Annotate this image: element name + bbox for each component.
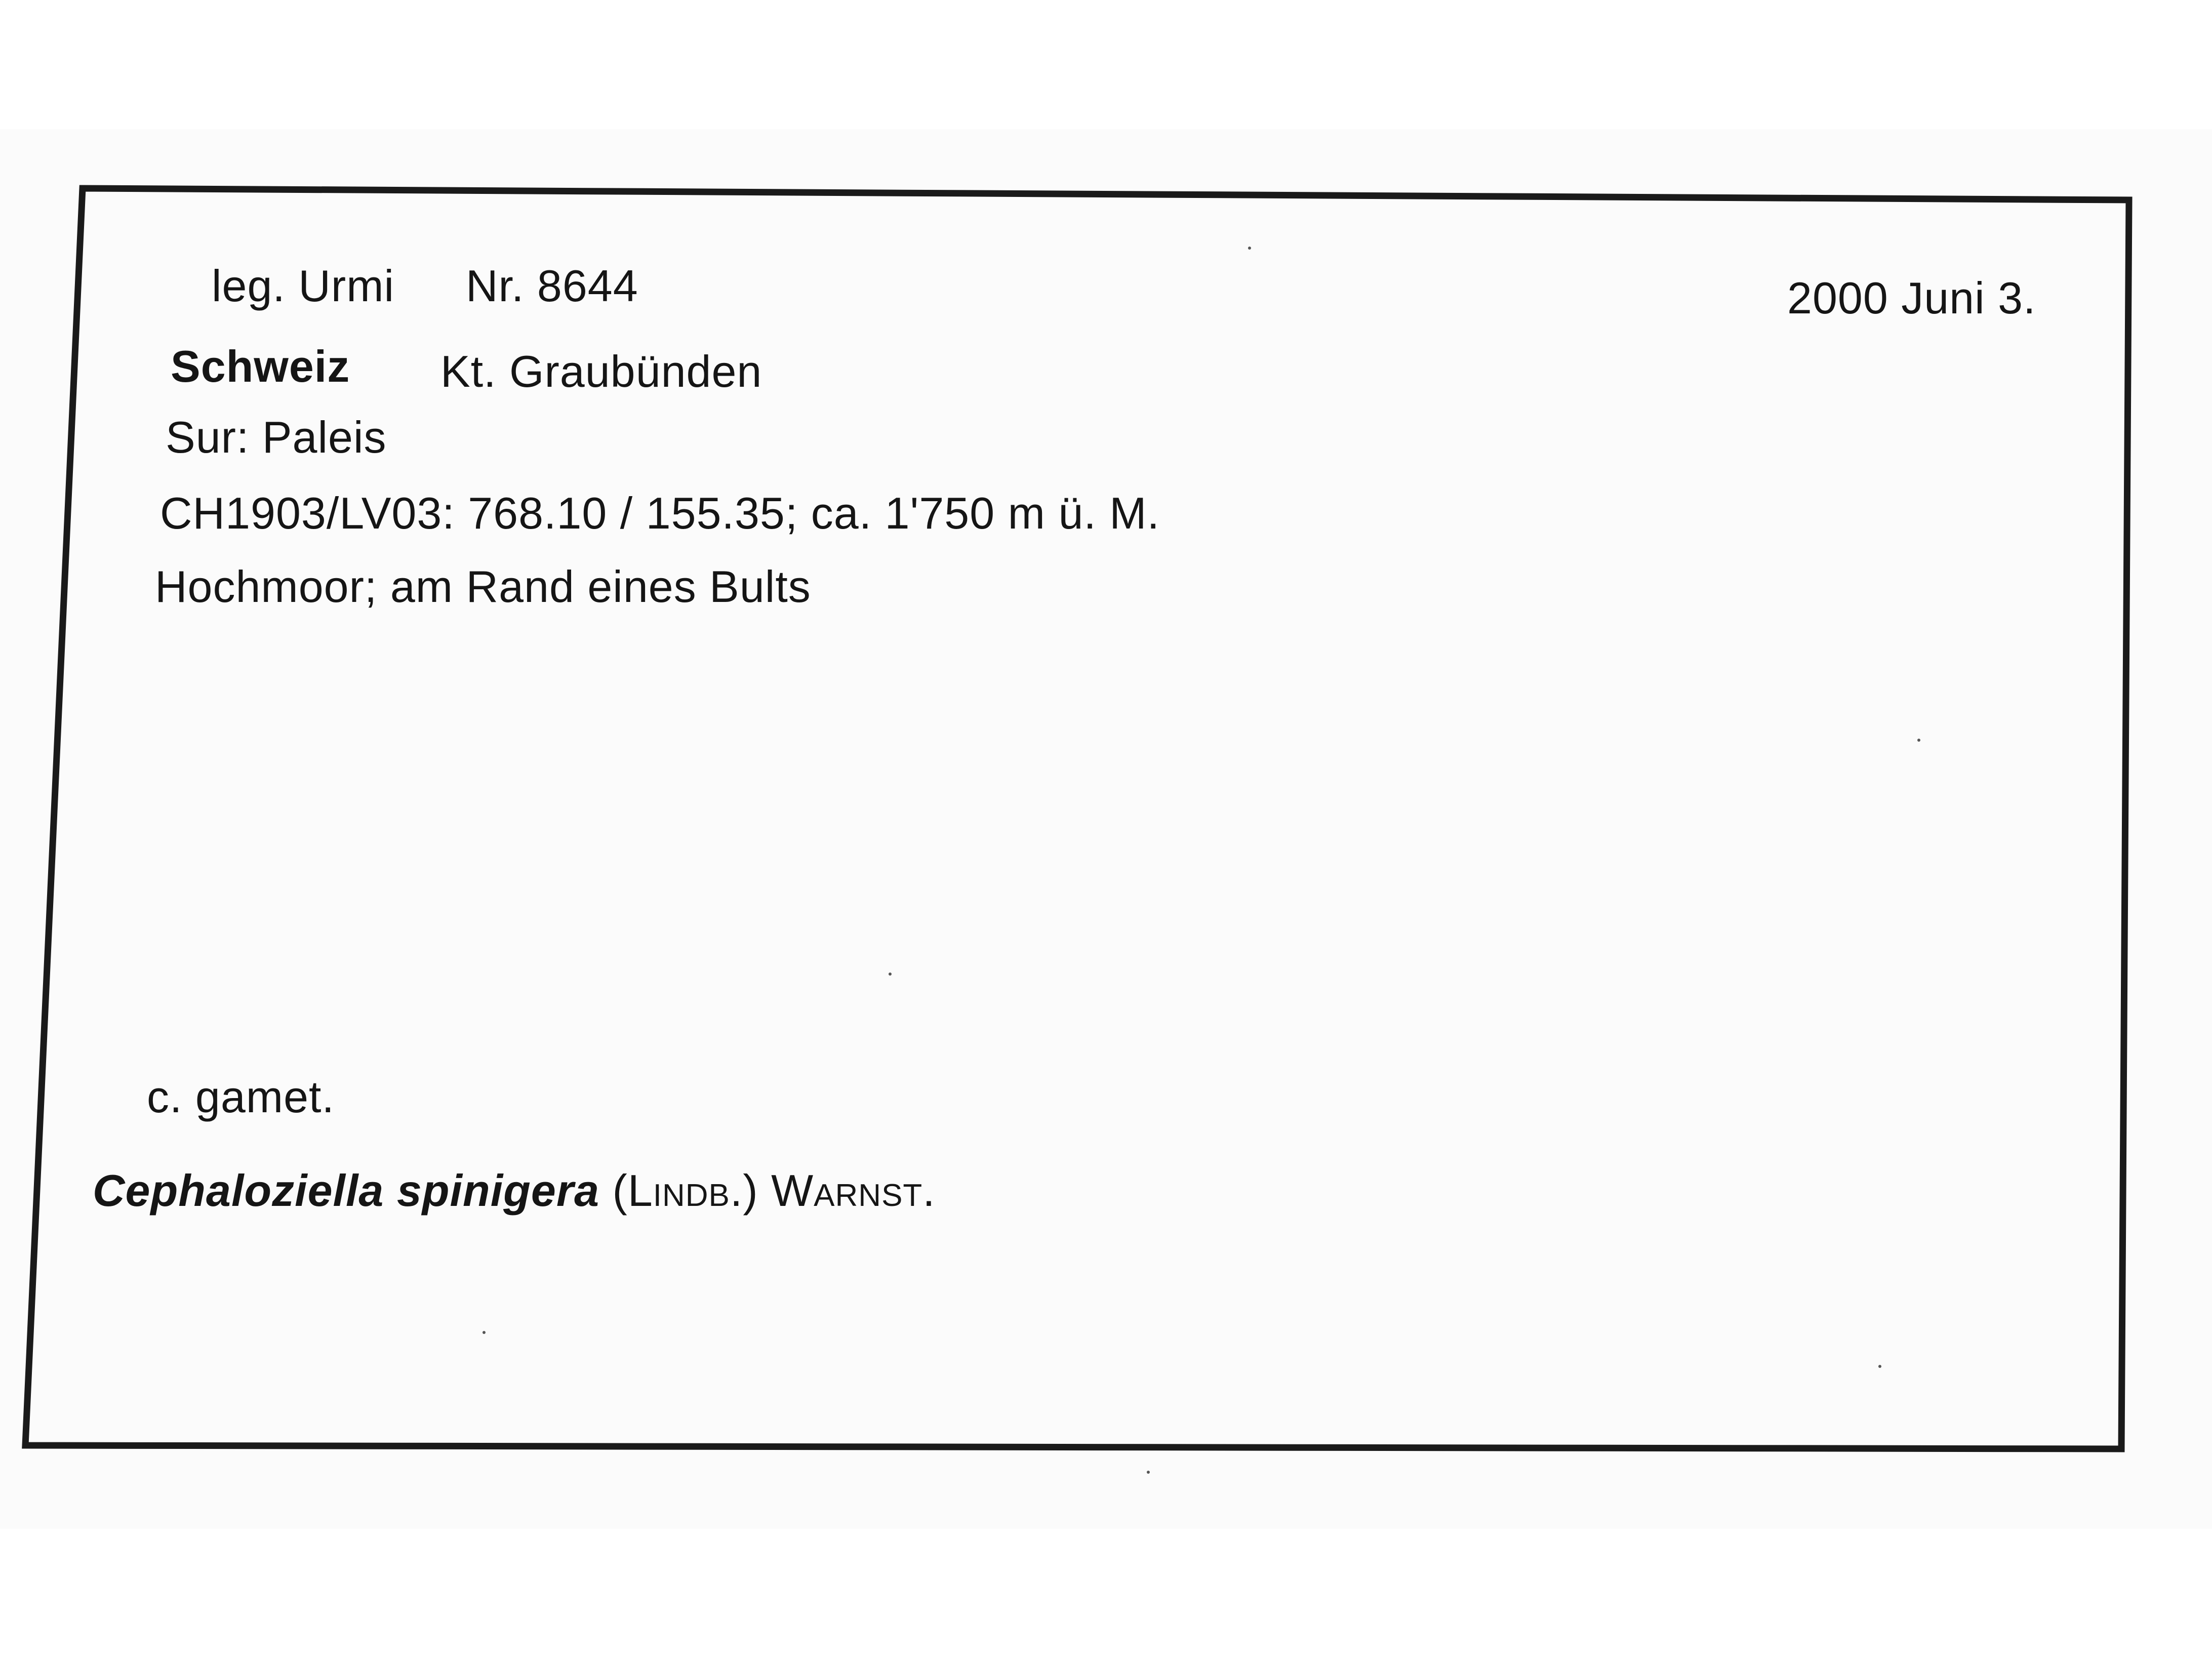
dust-speck: [482, 1331, 486, 1334]
locality: Sur: Paleis: [166, 412, 387, 462]
habitat: Hochmoor; am Rand eines Bults: [155, 561, 811, 612]
dust-speck: [889, 973, 892, 976]
taxon-author-1: (Lindb.): [612, 1165, 758, 1216]
taxon-line: [93, 1165, 936, 1216]
reproductive-status: c. gamet.: [147, 1072, 335, 1122]
taxon-name: Cephaloziella spinigera: [93, 1165, 600, 1216]
collection-date: 2000 Juni 3.: [1787, 273, 2036, 323]
dust-speck: [1147, 1471, 1150, 1474]
collector-name: leg. Urmi: [212, 261, 395, 311]
country: Schweiz: [171, 341, 350, 391]
canton: Kt. Graubünden: [440, 346, 762, 396]
dust-speck: [1248, 247, 1251, 250]
dust-speck: [1917, 739, 1920, 742]
taxon-author-2: Warnst.: [771, 1165, 936, 1216]
dust-speck: [1878, 1365, 1881, 1368]
coordinates: CH1903/LV03: 768.10 / 155.35; ca. 1'750 m ü. M.: [160, 488, 1160, 538]
collection-number: Nr. 8644: [466, 261, 638, 311]
